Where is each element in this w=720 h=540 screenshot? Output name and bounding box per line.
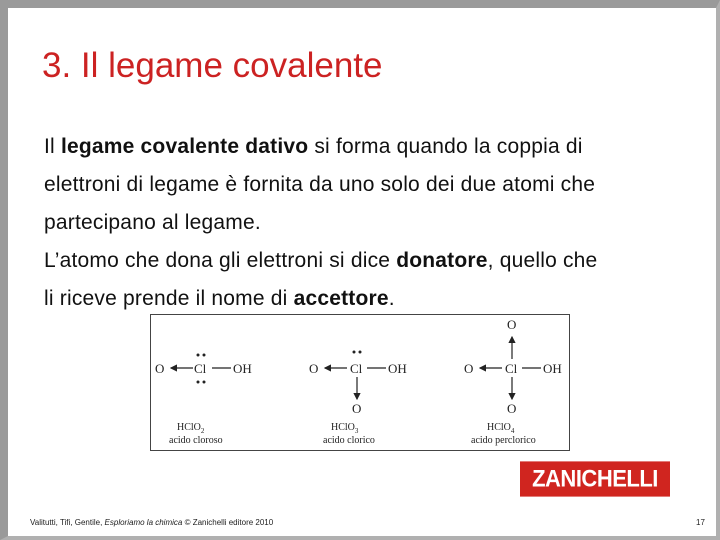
atom-o: O [352, 401, 362, 416]
book-title: Esploriamo la chimica [104, 518, 183, 527]
group-oh: OH [233, 361, 252, 376]
page-number: 17 [696, 518, 705, 527]
chemistry-figure [150, 314, 570, 451]
atom-cl: Cl [505, 361, 518, 376]
term-donatore: donatore [396, 249, 488, 272]
atom-cl: Cl [194, 361, 207, 376]
group-oh: OH [543, 361, 562, 376]
term-accettore: accettore [293, 287, 389, 310]
formula-hclo3: HClO$_3$ [331, 422, 359, 435]
atom-cl: Cl [350, 361, 363, 376]
para1-rest: si forma quando la coppia di [308, 135, 583, 158]
atom-o: O [155, 361, 165, 376]
atom-o: O [464, 361, 474, 376]
name-acido-clorico: acido clorico [323, 435, 375, 446]
paragraph-1-line-3: partecipano al legame. [44, 211, 261, 234]
name-acido-perclorico: acido perclorico [471, 435, 536, 446]
paragraph-1-line-2: elettroni di legame è fornita da uno solo dei due atomi che [44, 173, 596, 196]
para2-line2-start: li riceve prende il nome di [44, 287, 294, 310]
lewis-structures [151, 315, 569, 450]
group-oh: OH [388, 361, 407, 376]
molecule-hclo4 [464, 317, 562, 446]
paragraph-2-line-2 [44, 280, 684, 318]
name-acido-cloroso: acido cloroso [169, 435, 223, 446]
formula-hclo4: HClO$_4$ [487, 422, 515, 435]
slide-body [44, 128, 684, 318]
molecule-hclo2 [155, 354, 252, 447]
atom-o: O [507, 317, 517, 332]
para2-mid: , quello che [487, 249, 598, 272]
intro-text: Il [44, 135, 61, 158]
para2-end: . [388, 287, 395, 310]
atom-o: O [309, 361, 319, 376]
zanichelli-logo: ZANICHELLI [520, 461, 670, 496]
para2-start: L’atomo che dona gli elettroni si dice [44, 249, 397, 272]
molecule-hclo3 [309, 351, 407, 447]
paragraph-1-line-1 [44, 128, 684, 166]
term-dativo: legame covalente dativo [60, 135, 309, 158]
atom-o: O [507, 401, 517, 416]
slide-title: 3. Il legame covalente [42, 46, 383, 85]
footer-credits: Valitutti, Tifi, Gentile, Esploriamo la chimica © Zanichelli editore 2010 [30, 518, 274, 527]
formula-hclo2: HClO$_2$ [177, 422, 205, 435]
paragraph-2-line-1 [44, 242, 684, 280]
